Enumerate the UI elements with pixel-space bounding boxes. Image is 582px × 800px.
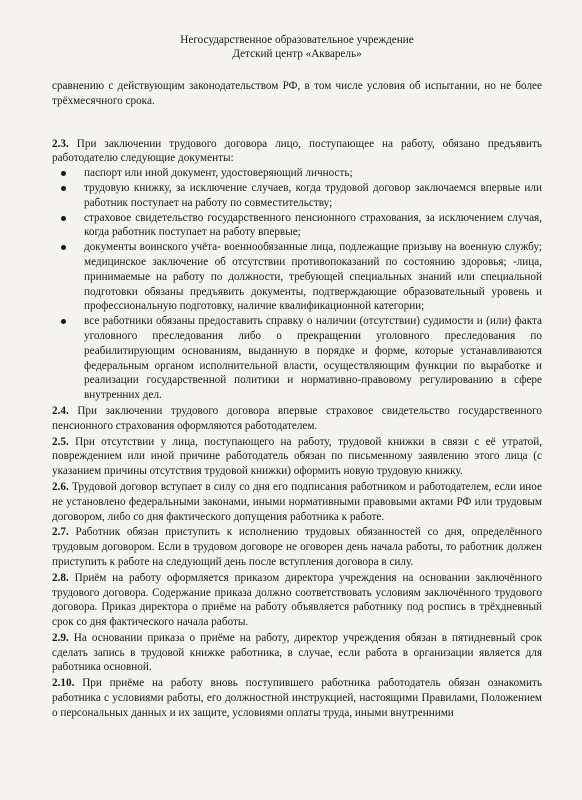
section-2-6 xyxy=(52,480,542,524)
section-2-4 xyxy=(52,404,542,434)
section-2-9 xyxy=(52,631,542,675)
section-2-5 xyxy=(52,435,542,479)
section-2-7-text: Работник обязан приступить к исполнению трудовых обязанностей со дня, определённого трудовым договором. Если в трудовом договоре не оговорен день начала работы, то работник должен приступить к работе на следующий день после вступления договора в силу. xyxy=(52,526,542,568)
section-2-8-number: 2.8. xyxy=(52,571,69,584)
section-2-8-text: Приём на работу оформляется приказом директора учреждения на основании заключённого трудового договора. Содержание приказа должно соответствовать условиям заключённого трудового договора. Приказ директора о приёме на работу объявляется работнику под роспись в трёхдневный срок со дня фактического начала работы. xyxy=(52,571,542,629)
required-documents-list xyxy=(52,166,542,403)
section-2-10-number: 2.10. xyxy=(52,677,75,690)
document-item-criminal-record-certificate: все работники обязаны предоставить справку о наличии (отсутствии) судимости и (или) факта уголовного преследования либо о прекращении уголовного преследования по реабилитирующим основаниям, выданную в порядке и форме, которые устанавливаются федеральным органом исполнительной власти, осуществляющим функции по выработке и реализации государственной политики и нормативно-правовому регулированию в сфере внутренних дел. xyxy=(52,314,542,403)
section-2-6-number: 2.6. xyxy=(52,480,69,493)
document-header xyxy=(52,34,542,61)
section-2-3 xyxy=(52,137,542,167)
section-2-6-text: Трудовой договор вступает в силу со дня его подписания работником и работодателем, если иное не установлено федеральными законами, иными нормативными правовыми актами РФ или трудовым договором, либо со дня фактического допущения работника к работе. xyxy=(52,480,542,523)
document-item-pension-certificate: страховое свидетельство государственного пенсионного страхования, за исключением случая, когда работник поступает на работу впервые; xyxy=(52,211,542,241)
section-2-7 xyxy=(52,525,542,569)
org-type-line: Негосударственное образовательное учреждение xyxy=(180,34,414,46)
section-2-3-number: 2.3. xyxy=(52,137,69,150)
section-2-9-number: 2.9. xyxy=(52,631,69,644)
section-2-4-number: 2.4. xyxy=(52,404,69,417)
section-2-7-number: 2.7. xyxy=(52,526,69,539)
section-2-5-text: При отсутствии у лица, поступающего на работу, трудовой книжки в связи с её утратой, повреждением или иной причине работодатель обязан по письменному заявлению этого лица (с указанием причины отсутствия трудовой книжки) оформить новую трудовую книжку. xyxy=(52,435,543,478)
org-name-line: Детский центр «Акварель» xyxy=(232,47,362,60)
section-2-8 xyxy=(52,571,542,630)
document-item-military-records: документы воинского учёта- военнообязанные лица, подлежащие призыву на военную службу; медицинское заключение об отсутствии противопоказаний по состоянию здоровья; -лица, принимаемые на работу по должности, требующей специальных знаний или специальной подготовки обязаны предъявить документы, подтверждающие образовательный уровень и профессиональную подготовку, наличие квалификационной категории; xyxy=(52,240,542,314)
section-2-5-number: 2.5. xyxy=(52,435,69,448)
section-2-10-text: При приёме на работу вновь поступившего работника работодатель обязан ознакомить работника с условиями работы, его должностной инструкцией, настоящими Правилами, Положением о персональных данных и их защите, условиями оплаты труда, иными внутренними xyxy=(52,677,543,719)
section-2-10 xyxy=(52,676,542,720)
section-2-3-text: При заключении трудового договора лицо, поступающее на работу, обязано предъявить работодателю следующие документы: xyxy=(52,137,542,165)
section-2-4-text: При заключении трудового договора впервые страховое свидетельство государственного пенсионного страхования оформляются работодателем. xyxy=(52,404,542,432)
section-2-9-text: На основании приказа о приёме на работу, директор учреждения обязан в пятидневный срок сделать запись в трудовой книжке работника, в случае, если работа в организации является для работника основной. xyxy=(52,631,543,674)
document-item-labor-book: трудовую книжку, за исключение случаев, когда трудовой договор заключаемся впервые или работник поступает на работу по совместительству; xyxy=(52,181,542,211)
document-item-passport: паспорт или иной документ, удостоверяющий личность; xyxy=(52,166,542,181)
intro-paragraph: сравнению с действующим законодательством РФ, в том числе условия об испытании, но не более трёхмесячного срока. xyxy=(52,80,542,107)
